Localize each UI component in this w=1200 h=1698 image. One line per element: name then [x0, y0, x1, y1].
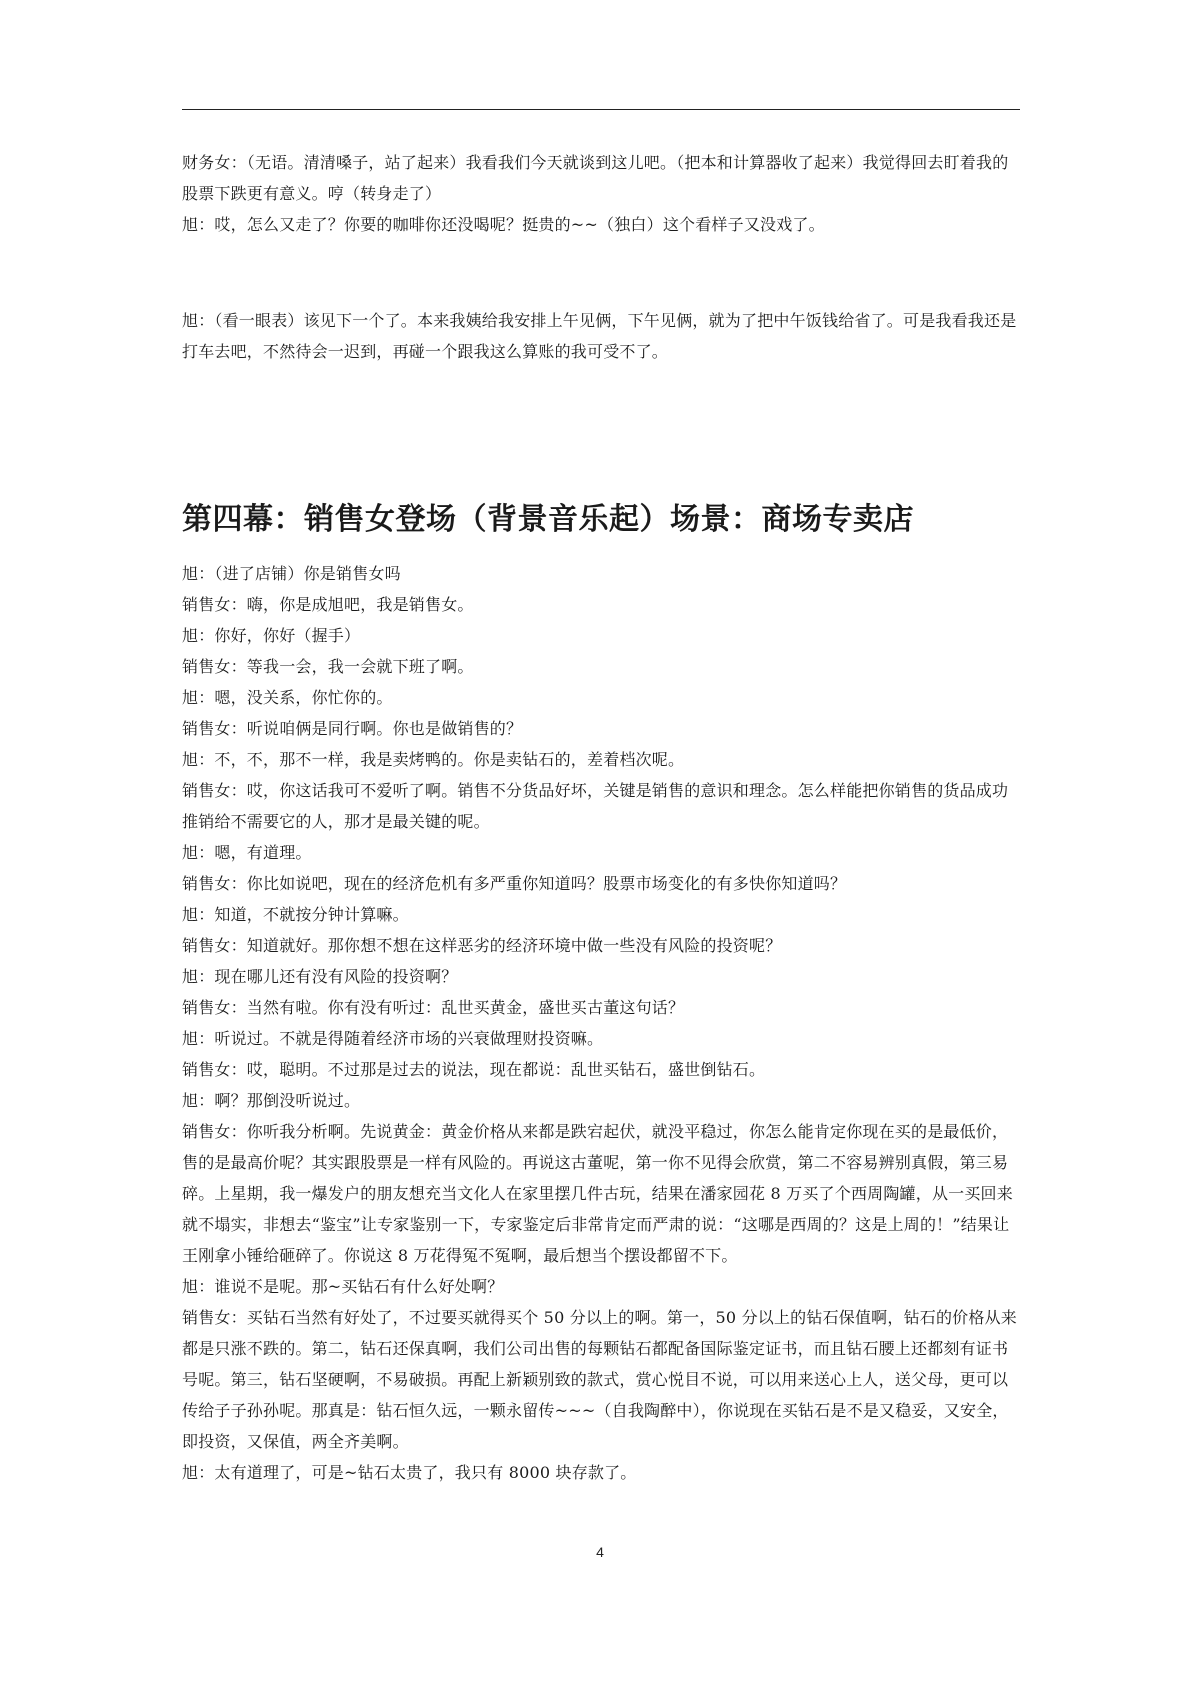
dialogue-line: 销售女：知道就好。那你想不想在这样恶劣的经济环境中做一些没有风险的投资呢？ [182, 936, 782, 955]
header-rule [182, 109, 1020, 110]
act-heading: 第四幕：销售女登场（背景音乐起）场景：商场专卖店 [182, 502, 914, 537]
dialogue-line: 旭：知道，不就按分钟计算嘛。 [182, 905, 409, 924]
dialogue-line: 旭：太有道理了，可是~钻石太贵了，我只有 8000 块存款了。 [182, 1463, 637, 1482]
dialogue-line: 销售女：嗨，你是成旭吧，我是销售女。 [182, 595, 474, 614]
dialogue-line: 旭：现在哪儿还有没有风险的投资啊？ [182, 967, 458, 986]
dialogue-line: 销售女：听说咱俩是同行啊。你也是做销售的？ [182, 719, 523, 738]
dialogue-line: 销售女：买钻石当然有好处了，不过要买就得买个 50 分以上的啊。第一，50 分以上的钻石保值啊，钻石的价格从来都是只涨不跌的。第二，钻石还保真啊，我们公司出售的每颗钻石都配备国际鉴定证书，而且钻石腰上还都刻有证书号呢。第三，钻石坚硬啊，不易破损。再配上新颖别致的款式，赏心悦目不说，可以用来送心上人，送父母，更可以传给子子孙孙呢。那真是：钻石恒久远，一颗永留传~~~（自我陶醉中），你说现在买钻石是不是又稳妥，又安全，即投资，又保值，两全齐美啊。 [182, 1308, 1017, 1451]
dialogue-line: 销售女：哎，你这话我可不爱听了啊。销售不分货品好坏，关键是销售的意识和理念。怎么样能把你销售的货品成功推销给不需要它的人，那才是最关键的呢。 [182, 781, 1009, 831]
dialogue-line: 旭：不，不，那不一样，我是卖烤鸭的。你是卖钻石的，差着档次呢。 [182, 750, 685, 769]
dialogue-line: 销售女：当然有啦。你有没有听过：乱世买黄金，盛世买古董这句话？ [182, 998, 685, 1017]
dialogue-line: 销售女：你比如说吧，现在的经济危机有多严重你知道吗？股票市场变化的有多快你知道吗？ [182, 874, 847, 893]
dialogue-line: 旭：啊？那倒没听说过。 [182, 1091, 361, 1110]
dialogue-line: 销售女：你听我分析啊。先说黄金：黄金价格从来都是跌宕起伏，就没平稳过，你怎么能肯定你现在买的是最低价，售的是最高价呢？其实跟股票是一样有风险的。再说这古董呢，第一你不见得会欣赏，第二不容易辨别真假，第三易碎。上星期，我一爆发户的朋友想充当文化人在家里摆几件古玩，结果在潘家园花 8 万买了个西周陶罐，从一买回来就不塌实，非想去“鉴宝”让专家鉴别一下，专家鉴定后非常肯定而严肃的说：“这哪是西周的？这是上周的！”结果让王刚拿小锤给砸碎了。你说这 8 万花得冤不冤啊，最后想当个摆设都留不下。 [182, 1122, 1013, 1265]
dialogue-line: 旭：嗯，没关系，你忙你的。 [182, 688, 393, 707]
dialogue-line: 旭：嗯，有道理。 [182, 843, 312, 862]
dialogue-line: 销售女：等我一会，我一会就下班了啊。 [182, 657, 474, 676]
dialogue-block-2 [182, 305, 1022, 367]
dialogue-line: 旭：（进了店铺）你是销售女吗 [182, 564, 401, 583]
dialogue-block-1 [182, 147, 1022, 240]
paragraph: 财务女：（无语。清清嗓子，站了起来）我看我们今天就谈到这儿吧。（把本和计算器收了起来）我觉得回去盯着我的股票下跌更有意义。哼（转身走了） [182, 153, 1009, 203]
dialogue-line: 旭：你好，你好（握手） [182, 626, 361, 645]
dialogue-line: 销售女：哎，聪明。不过那是过去的说法，现在都说：乱世买钻石，盛世倒钻石。 [182, 1060, 766, 1079]
dialogue-line: 旭：听说过。不就是得随着经济市场的兴衰做理财投资嘛。 [182, 1029, 604, 1048]
dialogue-line: 旭：谁说不是呢。那~买钻石有什么好处啊？ [182, 1277, 504, 1296]
paragraph: 旭：（看一眼表）该见下一个了。本来我姨给我安排上午见俩，下午见俩，就为了把中午饭钱给省了。可是我看我还是打车去吧，不然待会一迟到，再碰一个跟我这么算账的我可受不了。 [182, 311, 1017, 361]
paragraph: 旭：哎，怎么又走了？你要的咖啡你还没喝呢？挺贵的~~（独白）这个看样子又没戏了。 [182, 215, 825, 234]
page-number: 4 [596, 1544, 604, 1560]
dialogue-block-3 [182, 558, 1022, 1488]
